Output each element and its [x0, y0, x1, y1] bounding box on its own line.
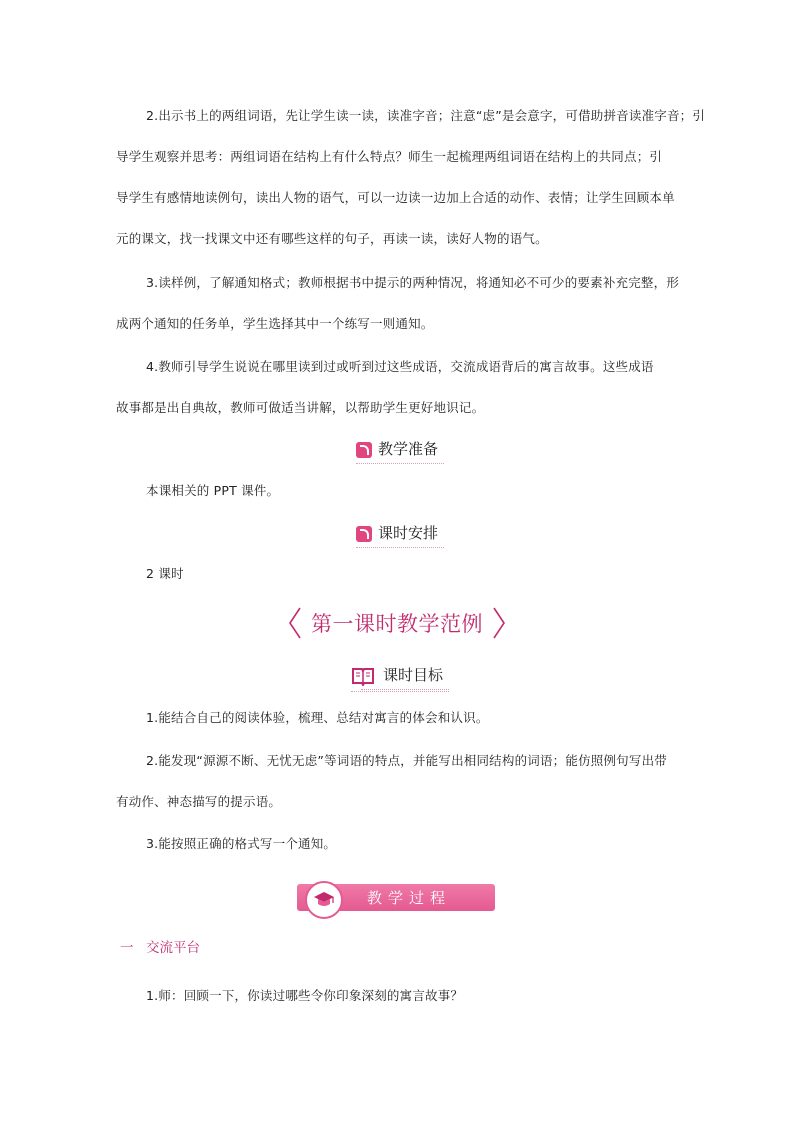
section-arrow-icon — [356, 442, 372, 458]
paragraph: 3.读样例，了解通知格式；教师根据书中提示的两种情况，将通知必不可少的要素补充完整，形 — [146, 275, 680, 290]
book-icon — [351, 666, 375, 686]
section-heading-schedule — [0, 522, 794, 546]
step-title: 交流平台 — [146, 940, 200, 956]
paragraph: 故事都是出自典故，教师可做适当讲解，以帮助学生更好地识记。 — [116, 400, 485, 415]
graduation-cap-icon — [305, 881, 343, 919]
goals-heading — [0, 664, 794, 690]
goal-item: 3.能按照正确的格式写一个通知。 — [146, 836, 337, 851]
goal-item: 2.能发现“源源不断、无忧无虑”等词语的特点，并能写出相同结构的词语；能仿照例句写出带 — [146, 753, 667, 768]
process-title: 教学过程 — [366, 889, 451, 907]
paragraph: 1.师：回顾一下，你读过哪些令你印象深刻的寓言故事？ — [146, 988, 464, 1003]
paragraph: 导学生有感情地读例句，读出人物的语气，可以一边读一边加上合适的动作、表情；让学生回顾本单 — [116, 190, 675, 205]
goals-title: 课时目标 — [383, 664, 443, 688]
teaching-process-banner — [297, 884, 495, 911]
goal-item: 1.能结合自己的阅读体验，梳理、总结对寓言的体会和认识。 — [146, 710, 489, 725]
section-title: 课时安排 — [378, 522, 438, 546]
step-heading — [120, 936, 200, 960]
goal-item: 有动作、神态描写的提示语。 — [116, 794, 282, 809]
lesson-title — [0, 606, 794, 644]
paragraph: 元的课文，找一找课文中还有哪些这样的句子，再读一读，读好人物的语气。 — [116, 231, 548, 246]
paragraph: 导学生观察并思考：两组词语在结构上有什么特点？师生一起梳理两组词语在结构上的共同点；引 — [116, 149, 663, 164]
section-title: 教学准备 — [378, 438, 438, 462]
step-number: 一 — [120, 940, 134, 956]
section-arrow-icon — [356, 526, 372, 542]
bracket-left-icon — [287, 606, 303, 640]
lesson-title-text: 第一课时教学范例 — [311, 612, 483, 636]
paragraph: 2.出示书上的两组词语，先让学生读一读，读准字音；注意“虑”是会意字，可借助拼音读准字音；引 — [146, 108, 706, 123]
paragraph: 2 课时 — [146, 566, 184, 581]
paragraph: 4.教师引导学生说说在哪里读到过或听到过这些成语，交流成语背后的寓言故事。这些成语 — [146, 359, 654, 374]
bracket-right-icon — [491, 606, 507, 640]
section-heading-prep — [0, 438, 794, 462]
paragraph: 本课相关的 PPT 课件。 — [146, 483, 280, 498]
paragraph: 成两个通知的任务单，学生选择其中一个练写一则通知。 — [116, 316, 434, 331]
